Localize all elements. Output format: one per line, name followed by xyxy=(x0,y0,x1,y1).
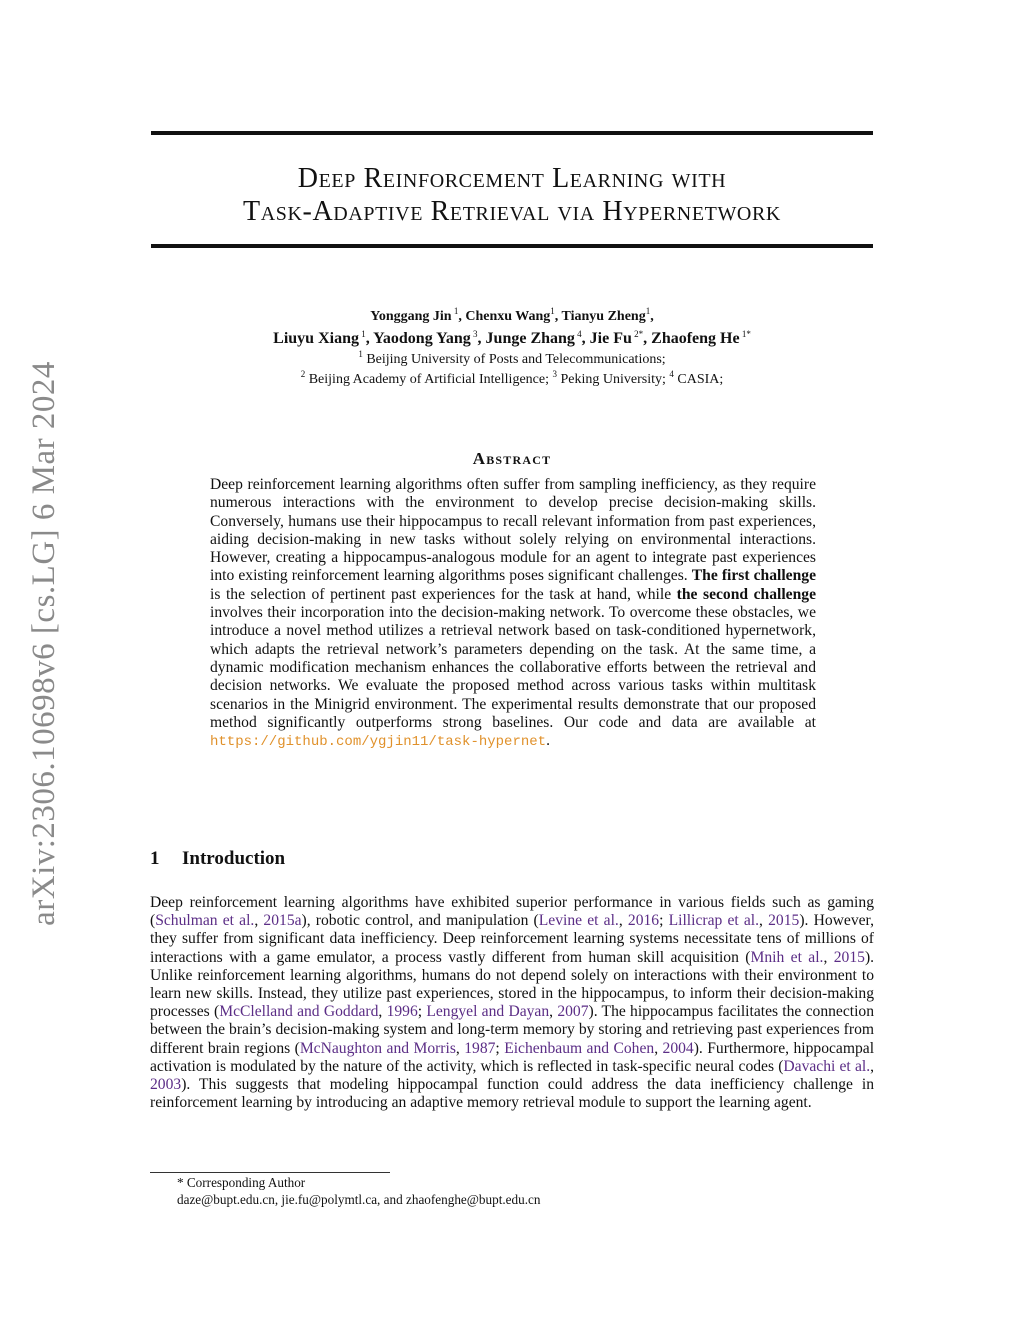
affil-sup: 4 xyxy=(669,369,674,379)
title-line-2: Task-Adaptive Retrieval via Hypernetwork xyxy=(243,196,781,227)
author-separator: , xyxy=(365,330,374,347)
author-name: Chenxu Wang xyxy=(465,309,551,324)
author-affil-sup: 3 xyxy=(470,329,478,339)
citation-link[interactable]: Schulman et al. xyxy=(155,912,255,930)
author-separator: , xyxy=(650,309,654,324)
intro-text: ; xyxy=(495,1039,505,1057)
arxiv-id-text: arXiv:2306.10698v6 [cs.LG] 6 Mar 2024 xyxy=(25,360,62,926)
citation-link[interactable]: 2003 xyxy=(150,1076,182,1094)
abstract-text: . xyxy=(546,732,550,750)
citation-link[interactable]: Lengyel and Dayan xyxy=(426,1003,550,1021)
author-affil-sup: 1* xyxy=(739,329,751,339)
intro-text: Deep reinforcement learning algorithms have exhibited superior performance in various fields such as gaming ( xyxy=(150,894,874,930)
affiliation-line-1 xyxy=(150,350,874,370)
intro-text: ). Unlike reinforcement learning algorithms, humans do not depend solely on interactions with their environment to learn new skills. Instead, they utilize past experiences, stored in the hippocampus, to inform their decision-making processes ( xyxy=(150,948,875,1021)
code-repository-link[interactable]: https://github.com/ygjin11/task-hypernet xyxy=(210,734,547,751)
citation-link[interactable]: McClelland and Goddard xyxy=(219,1003,379,1021)
author-line-2 xyxy=(150,328,874,350)
paper-title xyxy=(151,162,873,228)
affiliation-text: CASIA; xyxy=(673,372,724,387)
intro-text: , xyxy=(870,1057,874,1075)
citation-link[interactable]: Eichenbaum and Cohen xyxy=(504,1039,655,1057)
author-line-1 xyxy=(150,306,874,328)
author-name: Junge Zhang xyxy=(485,330,575,347)
citation-link[interactable]: McNaughton and Morris xyxy=(299,1039,456,1057)
section-number: 1 xyxy=(150,848,160,869)
citation-link[interactable]: Levine et al. xyxy=(538,912,619,930)
intro-text: , xyxy=(618,912,628,930)
citation-link[interactable]: 1987 xyxy=(464,1039,496,1057)
author-affil-sup: 1 xyxy=(451,306,459,316)
intro-text: , xyxy=(455,1039,465,1057)
intro-text: , xyxy=(254,912,264,930)
affil-sup: 1 xyxy=(358,349,363,359)
citation-link[interactable]: 1996 xyxy=(386,1003,418,1021)
citation-link[interactable]: 2015 xyxy=(768,912,800,930)
title-top-rule xyxy=(151,131,873,135)
title-line-1: Deep Reinforcement Learning with xyxy=(297,163,727,194)
abstract-emphasis: The first challenge xyxy=(691,567,816,585)
abstract-heading: Abstract xyxy=(472,449,552,468)
author-separator: , xyxy=(643,330,652,347)
abstract-text: involves their incorporation into the decision-making network. To overcome these obstacles, we introduce a novel method utilizes a retrieval network based on task-conditioned hypernetwork, which adapts the retrieval network’s parameters depending on the task. At the same time, a dynamic modification mechanism enhances the collaborative efforts between the retrieval and decision networks. We evaluate the proposed method across various tasks within multitask scenarios in the Minigrid environment. The experimental results demonstrate that our proposed method significantly outperforms strong baselines. Our code and data are available at xyxy=(210,604,816,731)
citation-link[interactable]: Davachi et al. xyxy=(783,1057,871,1075)
affiliation-text: Peking University; xyxy=(556,372,670,387)
citation-link[interactable]: 2004 xyxy=(662,1039,694,1057)
author-affil-sup: 1 xyxy=(645,306,651,316)
author-separator: , xyxy=(477,330,486,347)
affil-sup: 3 xyxy=(552,369,557,379)
abstract-text: is the selection of pertinent past experiences for the task at hand, while xyxy=(210,585,677,603)
intro-text: ). This suggests that modeling hippocampal function could address the data inefficiency challenge in reinforcement learning by introducing an adaptive memory retrieval module to support the learning agent. xyxy=(150,1076,874,1112)
affiliation-text: Beijing University of Posts and Telecommunications; xyxy=(362,352,666,367)
intro-text: ; xyxy=(417,1003,427,1021)
author-separator: , xyxy=(458,309,466,324)
intro-text: ). Furthermore, hippocampal activation is modulated by the nature of the activity, which is reflected in task-specific neural codes ( xyxy=(150,1039,875,1075)
footnote xyxy=(177,1174,877,1208)
footnote-mark: * xyxy=(177,1175,184,1190)
intro-text: ). However, they suffer from significant data inefficiency. Deep reinforcement learning systems necessitate tens of millions of interactions with a game emulator, a process vastly different from human skill acquisition ( xyxy=(150,912,875,966)
affil-sup: 2 xyxy=(300,369,306,379)
intro-text: ; xyxy=(659,912,669,930)
author-separator: , xyxy=(554,309,562,324)
citation-link[interactable]: 2015a xyxy=(263,912,302,930)
author-name: Zhaofeng He xyxy=(651,330,740,347)
author-name: Jie Fu xyxy=(589,330,632,347)
intro-text: ). The hippocampus facilitates the connection between the brain’s decision-making system and long-term memory by storing and retrieving past experiences from different brain regions ( xyxy=(150,1003,875,1057)
intro-text: , xyxy=(654,1039,663,1057)
author-name: Liuyu Xiang xyxy=(273,330,359,347)
intro-text: ), robotic control, and manipulation ( xyxy=(301,912,539,930)
citation-link[interactable]: 2007 xyxy=(557,1003,589,1021)
intro-text: , xyxy=(378,1003,387,1021)
intro-text: , xyxy=(759,912,769,930)
arxiv-side-identifier xyxy=(20,358,68,928)
intro-text: , xyxy=(549,1003,558,1021)
author-block xyxy=(150,306,874,390)
author-affil-sup: 1 xyxy=(550,306,555,316)
author-affil-sup: 4 xyxy=(574,329,582,339)
citation-link[interactable]: Mnih et al. xyxy=(750,948,824,966)
author-affil-sup: 1 xyxy=(358,329,366,339)
footnote-line-1 xyxy=(177,1174,877,1191)
citation-link[interactable]: 2016 xyxy=(627,912,660,930)
abstract-text: Deep reinforcement learning algorithms often suffer from sampling inefficiency, as they require numerous interactions with the environment to develop precise decision-making skills. Conversely, humans use their hippocampus to recall relevant information from past experiences, aiding decision-making in new tasks without solely relying on environmental interactions. However, creating a hippocampus-analogous module for an agent to integrate past experiences into existing reinforcement learning algorithms poses significant challenges. xyxy=(210,476,816,585)
citation-link[interactable]: Lillicrap et al. xyxy=(668,912,760,930)
abstract-body xyxy=(210,476,816,751)
section-heading xyxy=(150,848,285,870)
section-title: Introduction xyxy=(182,848,286,869)
footnote-rule xyxy=(150,1172,390,1173)
footnote-label: Corresponding Author xyxy=(183,1175,306,1190)
citation-link[interactable]: 2015 xyxy=(833,948,865,966)
author-name: Tianyu Zheng xyxy=(561,309,646,324)
footnote-emails: daze@bupt.edu.cn, jie.fu@polymtl.ca, and zhaofenghe@bupt.edu.cn xyxy=(177,1192,541,1207)
intro-text: , xyxy=(823,948,834,966)
affiliation-line-2 xyxy=(150,370,874,390)
affiliation-text: Beijing Academy of Artificial Intelligence; xyxy=(305,372,553,387)
introduction-paragraph xyxy=(150,894,874,1112)
author-name: Yaodong Yang xyxy=(373,330,471,347)
author-name: Yonggang Jin xyxy=(370,309,452,324)
abstract-emphasis: the second challenge xyxy=(676,585,816,603)
author-separator: , xyxy=(581,330,590,347)
author-affil-sup: 2* xyxy=(631,329,644,339)
title-bottom-rule xyxy=(151,244,873,248)
